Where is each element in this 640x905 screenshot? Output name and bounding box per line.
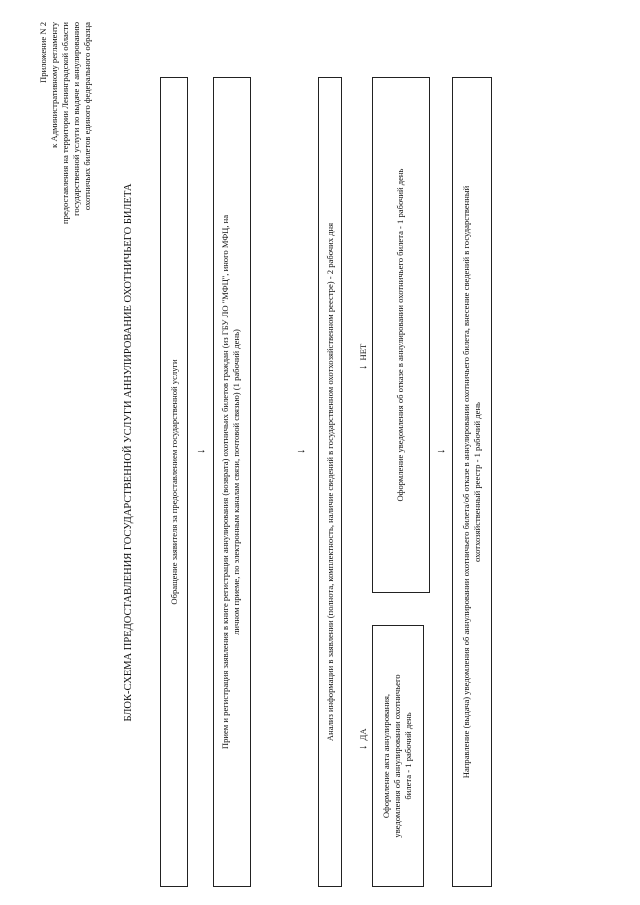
step-application-box [160, 77, 188, 887]
arrow-down-icon: ↓ [357, 364, 369, 370]
step-registration-line-2: личном приеме, по электронным каналам связи, почтовой связью) (1 рабочий день) [231, 329, 241, 635]
step-annulment-line-2: уведомления об аннулировании охотничьего [392, 674, 402, 838]
step-analysis-text: Анализ информации в заявлении (полнота, комплектность, наличие сведений в государственном охотхозяйственном реестре) - 2 рабочих дня [325, 222, 335, 742]
arrow-down-icon: ↓ [295, 448, 307, 454]
step-notification-line-1: Направление (выдача) уведомления об аннулировании охотничьего билета/об отказе в аннулировании охотничьего билета, внесение сведений в государственный [461, 185, 471, 779]
step-application-text: Обращение заявителя за предоставлением государственной услуги [169, 359, 179, 605]
step-registration-line-1: Прием и регистрация заявления в книге регистрации аннулирования (возврата) охотничьих билетов граждан (из ГБУ ЛО "МФЦ", иного МФЦ, на [220, 214, 230, 750]
no-label: НЕТ [358, 343, 368, 361]
arrow-down-icon: ↓ [195, 448, 207, 454]
appendix-line-4: государственной услуги по выдаче и аннулированию [71, 22, 81, 216]
step-annulment-line-1: Оформление акта аннулирования, [381, 693, 391, 819]
appendix-block [38, 22, 93, 224]
step-annulment-act-box [372, 625, 424, 887]
yes-branch [353, 728, 371, 750]
step-analysis-box [318, 77, 342, 887]
arrow-down-icon: ↓ [435, 448, 447, 454]
appendix-line-3: предоставления на территории Ленинградской области [60, 22, 70, 224]
step-refusal-box [372, 77, 430, 593]
appendix-line-1: Приложение N 2 [38, 22, 48, 83]
arrow-down-icon: ↓ [357, 744, 369, 750]
step-notification-box [452, 77, 492, 887]
step-notification-line-2: охотхозяйственный реестр - 1 рабочий день [472, 402, 482, 562]
step-registration-box [213, 77, 251, 887]
page-title: БЛОК-СХЕМА ПРЕДОСТАВЛЕНИЯ ГОСУДАРСТВЕННОЙ УСЛУГИ АННУЛИРОВАНИЕ ОХОТНИЧЬЕГО БИЛЕТА [123, 183, 134, 722]
step-annulment-line-3: билета - 1 рабочий день [403, 712, 413, 800]
no-branch [353, 344, 371, 370]
step-refusal-text: Оформление уведомления об отказе в аннулировании охотничьего билета - 1 рабочий день [395, 168, 405, 502]
appendix-line-2: к Административному регламенту [49, 22, 59, 148]
yes-label: ДА [358, 728, 368, 741]
appendix-line-5: охотничьих билетов единого федерального образца [82, 22, 92, 211]
